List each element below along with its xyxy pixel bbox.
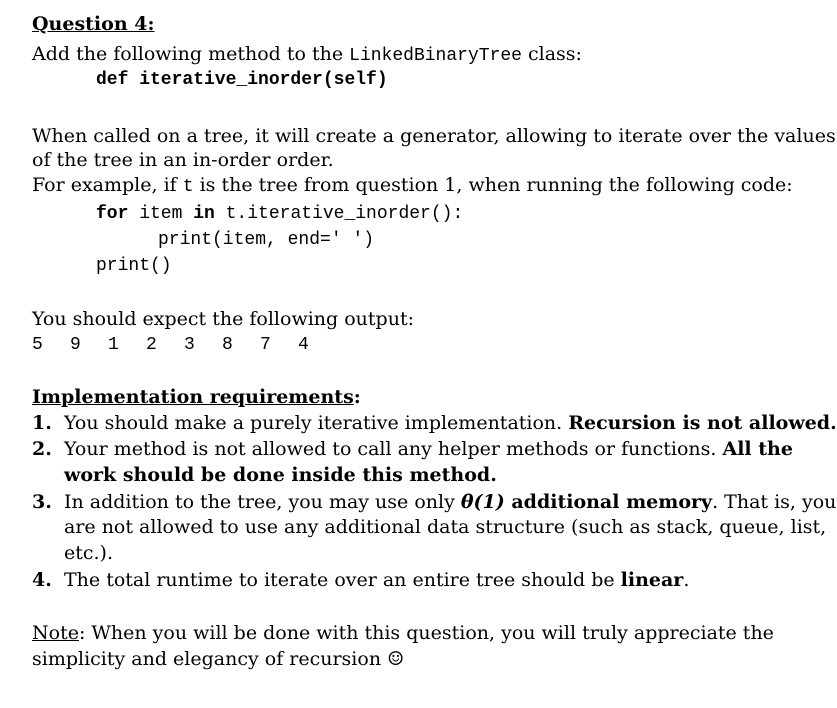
code-line-1 [96, 202, 463, 226]
code-call: t.iterative_inorder(): [214, 204, 464, 224]
output-value: 5 [32, 335, 43, 355]
requirement-text: You should make a purely iterative implementation. [64, 412, 569, 434]
description-line-1: When called on a tree, it will create a generator, allowing to iterate over the values [32, 125, 836, 147]
requirement-text: Your method is not allowed to call any helper methods or functions. [64, 438, 723, 460]
requirement-number: 4. [32, 569, 52, 591]
desc-after: is the tree from question 1, when running the following code: [193, 174, 793, 196]
requirements-colon: : [353, 386, 361, 408]
description-line-3 [32, 173, 793, 199]
note-label: Note [32, 622, 79, 644]
method-signature: def iterative_inorder(self) [96, 70, 388, 90]
theta-notation: θ(1) [460, 491, 505, 513]
requirement-bold: All the [722, 438, 793, 460]
output-value: 2 [146, 335, 157, 355]
class-name: LinkedBinaryTree [349, 46, 522, 66]
output-value: 8 [222, 335, 233, 355]
code-line-3: print() [96, 256, 172, 276]
requirement-number: 1. [32, 412, 52, 434]
requirement-4 [32, 568, 689, 592]
requirements-heading [32, 385, 361, 409]
output-values [32, 333, 336, 357]
requirement-1 [32, 411, 837, 435]
requirement-end: . [683, 569, 690, 591]
requirement-3-line-2: are not allowed to use any additional data structure (such as stack, queue, list, [64, 516, 827, 538]
requirement-bold: additional memory [504, 491, 713, 513]
requirement-text-2: . That is, you [712, 491, 837, 513]
requirement-3-line-3: etc.). [64, 542, 114, 564]
question-title: Question 4: [32, 13, 155, 35]
requirement-2 [32, 437, 793, 461]
desc-var: t [182, 177, 194, 197]
intro-line [32, 42, 582, 68]
intro-after: class: [521, 43, 582, 65]
output-value: 3 [184, 335, 195, 355]
note-line-1 [32, 621, 774, 645]
kw-in: in [193, 204, 215, 224]
requirement-number: 2. [32, 438, 52, 460]
intro-before: Add the following method to the [32, 43, 350, 65]
requirement-2-line-2: work should be done inside this method. [64, 464, 497, 486]
requirement-text: The total runtime to iterate over an entire tree should be [64, 569, 621, 591]
output-value: 9 [70, 335, 81, 355]
desc-before: For example, if [32, 174, 183, 196]
code-item: item [128, 204, 194, 224]
note-text: : When you will be done with this question, you will truly appreciate the [78, 622, 774, 644]
kw-for: for [96, 204, 129, 224]
output-label: You should expect the following output: [32, 308, 414, 330]
description-line-2: of the tree in an in-order order. [32, 149, 334, 171]
code-line-2: print(item, end=' ') [158, 230, 375, 250]
requirement-3 [32, 490, 836, 514]
output-value: 7 [260, 335, 271, 355]
output-value: 4 [298, 335, 309, 355]
requirement-text: In addition to the tree, you may use only [64, 491, 461, 513]
requirement-bold: linear [620, 569, 684, 591]
requirement-number: 3. [32, 491, 52, 513]
requirements-heading-text: Implementation requirements [32, 386, 354, 408]
note-line-2: simplicity and elegancy of recursion ☺ [32, 648, 405, 670]
output-value: 1 [108, 335, 119, 355]
requirement-bold: Recursion is not allowed. [568, 412, 837, 434]
